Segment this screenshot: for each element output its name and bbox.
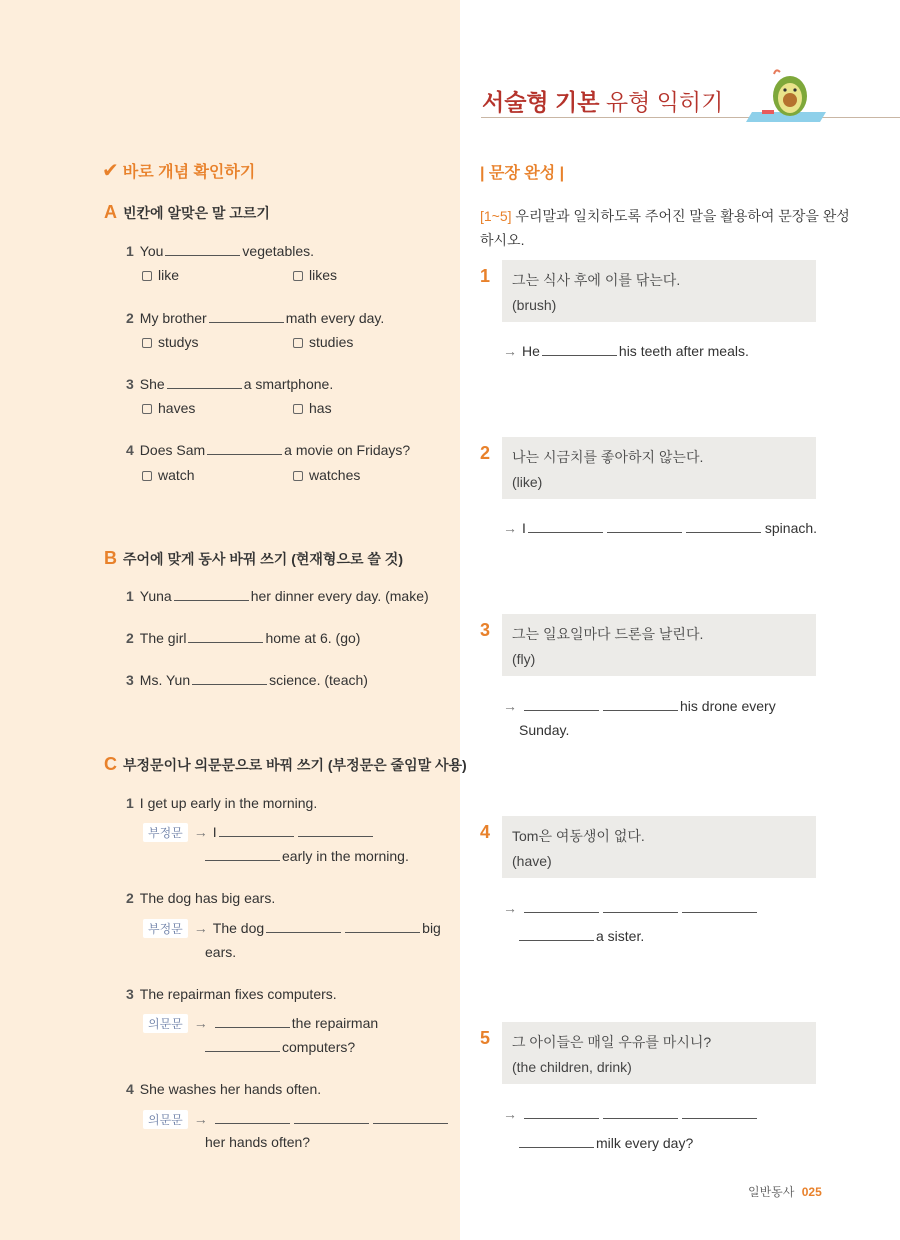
answer-blank[interactable] — [215, 1016, 290, 1028]
section-b-letter: B — [104, 548, 117, 568]
c-item-3-answer: 의문문 → the repairman — [143, 1014, 378, 1033]
section-b-header — [104, 548, 403, 569]
section-c-letter: C — [104, 754, 117, 774]
right-item-1-prompt: 그는 식사 후에 이를 닦는다. (brush) — [502, 260, 816, 322]
right-item-3-prompt: 그는 일요일마다 드론을 날린다. (fly) — [502, 614, 816, 676]
c-item-3-answer-line2: computers? — [205, 1039, 355, 1055]
arrow-right-icon: → — [193, 920, 208, 936]
checkbox[interactable] — [142, 471, 152, 481]
c-item-1-answer: 부정문 → I — [143, 823, 375, 842]
c-item-2: 2 The dog has big ears. — [126, 890, 276, 906]
answer-blank[interactable] — [174, 589, 249, 601]
answer-blank[interactable] — [542, 344, 617, 356]
answer-blank[interactable] — [205, 849, 280, 861]
arrow-right-icon: → — [503, 900, 517, 916]
answer-blank[interactable] — [524, 699, 599, 711]
checkbox[interactable] — [142, 404, 152, 414]
a-item-3-option-1[interactable]: haves — [142, 400, 195, 416]
title-underline — [481, 117, 900, 118]
page-footer — [748, 1183, 822, 1200]
right-item-5-prompt: 그 아이들은 매일 우유를 마시니? (the children, drink) — [502, 1022, 816, 1084]
answer-blank[interactable] — [519, 1136, 594, 1148]
answer-blank[interactable] — [345, 921, 420, 933]
answer-blank[interactable] — [603, 901, 678, 913]
negative-tag: 부정문 — [143, 823, 188, 842]
instruction-range: [1~5] — [480, 208, 512, 224]
right-item-3-answer-line2: Sunday. — [519, 722, 570, 738]
c-item-2-answer-line2: ears. — [205, 944, 237, 960]
arrow-right-icon: → — [503, 343, 517, 359]
question-tag: 의문문 — [143, 1110, 188, 1129]
right-item-5-answer — [503, 1106, 759, 1122]
c-item-3: 3 The repairman fixes computers. — [126, 986, 337, 1002]
checkbox[interactable] — [142, 338, 152, 348]
right-item-2-prompt: 나는 시금치를 좋아하지 않는다. (like) — [502, 437, 816, 499]
avocado-mascot-icon — [744, 66, 832, 122]
answer-blank[interactable] — [219, 825, 294, 837]
right-item-5-answer-line2: milk every day? — [519, 1135, 693, 1151]
arrow-right-icon: → — [503, 698, 517, 714]
arrow-right-icon: → — [193, 1111, 208, 1127]
b-item-3: 3 Ms. Yun science. (teach) — [126, 672, 368, 688]
arrow-right-icon: → — [503, 520, 517, 536]
answer-blank[interactable] — [209, 311, 284, 323]
a-item-2: 2 My brother math every day. — [126, 310, 385, 326]
checkbox[interactable] — [293, 271, 303, 281]
page-title-rest: 유형 익히기 — [605, 89, 724, 115]
answer-blank[interactable] — [682, 1107, 757, 1119]
answer-blank[interactable] — [603, 699, 678, 711]
answer-blank[interactable] — [205, 1040, 280, 1052]
c-item-4-answer — [143, 1110, 450, 1129]
answer-blank[interactable] — [192, 673, 267, 685]
arrow-right-icon: → — [503, 1106, 517, 1122]
answer-blank[interactable] — [207, 443, 282, 455]
arrow-right-icon: → — [193, 824, 208, 840]
a-item-1-option-2[interactable]: likes — [293, 267, 337, 283]
answer-blank[interactable] — [373, 1112, 448, 1124]
answer-blank[interactable] — [519, 929, 594, 941]
c-item-1-answer-line2: early in the morning. — [205, 848, 409, 864]
right-item-5-number: 5 — [480, 1028, 491, 1048]
a-item-3-option-2[interactable]: has — [293, 400, 332, 416]
checkmark-icon: ✔ — [102, 160, 119, 182]
answer-blank[interactable] — [294, 1112, 369, 1124]
answer-blank[interactable] — [682, 901, 757, 913]
right-item-3-answer: → his drone every — [503, 698, 776, 714]
checkbox[interactable] — [293, 471, 303, 481]
section-a-letter: A — [104, 202, 117, 222]
answer-blank[interactable] — [298, 825, 373, 837]
b-item-2: 2 The girl home at 6. (go) — [126, 630, 361, 646]
answer-blank[interactable] — [686, 521, 761, 533]
answer-blank[interactable] — [188, 631, 263, 643]
section-c-header — [104, 754, 467, 775]
answer-blank[interactable] — [266, 921, 341, 933]
sentence-completion-heading: | 문장 완성 | — [480, 165, 565, 182]
right-item-4-answer-line2: a sister. — [519, 928, 644, 944]
c-item-1: 1 I get up early in the morning. — [126, 795, 318, 811]
right-item-2-number: 2 — [480, 443, 491, 463]
a-item-4-option-1[interactable]: watch — [142, 467, 195, 483]
b-item-1: 1 Yuna her dinner every day. (make) — [126, 588, 429, 604]
a-item-1: 1 You vegetables. — [126, 243, 315, 259]
a-item-2-option-1[interactable]: studys — [142, 334, 198, 350]
right-item-3-number: 3 — [480, 620, 491, 640]
section-a-title: 빈칸에 알맞은 말 고르기 — [123, 205, 270, 221]
answer-blank[interactable] — [607, 521, 682, 533]
answer-blank[interactable] — [528, 521, 603, 533]
checkbox[interactable] — [293, 338, 303, 348]
section-a-header — [104, 202, 270, 223]
chapter-label: 일반동사 — [748, 1185, 795, 1199]
a-item-3: 3 She a smartphone. — [126, 376, 334, 392]
right-item-1-number: 1 — [480, 266, 491, 286]
answer-blank[interactable] — [215, 1112, 290, 1124]
instruction: [1~5] 우리말과 일치하도록 주어진 말을 활용하여 문장을 완성 하시오. — [480, 208, 850, 248]
negative-tag: 부정문 — [143, 919, 188, 938]
right-item-4-answer — [503, 900, 759, 916]
concept-check-heading: ✔ 바로 개념 확인하기 — [102, 160, 256, 182]
right-item-4-number: 4 — [480, 822, 491, 842]
right-item-1-answer: → He his teeth after meals. — [503, 343, 749, 359]
a-item-4: 4 Does Sam a movie on Fridays? — [126, 442, 411, 458]
answer-blank[interactable] — [524, 901, 599, 913]
answer-blank[interactable] — [524, 1107, 599, 1119]
a-item-2-option-2[interactable]: studies — [293, 334, 353, 350]
a-item-1-option-1[interactable]: like — [142, 267, 179, 283]
c-item-4: 4 She washes her hands often. — [126, 1081, 322, 1097]
right-item-2-answer: → I spinach. — [503, 520, 818, 536]
answer-blank[interactable] — [603, 1107, 678, 1119]
a-item-4-option-2[interactable]: watches — [293, 467, 360, 483]
answer-blank[interactable] — [167, 377, 242, 389]
c-item-2-answer: 부정문 → The dog big — [143, 919, 441, 938]
page-title — [482, 84, 723, 117]
section-c-title: 부정문이나 의문문으로 바꿔 쓰기 (부정문은 줄임말 사용) — [123, 757, 467, 773]
page-title-bold: 서술형 기본 — [482, 89, 600, 115]
checkbox[interactable] — [142, 271, 152, 281]
answer-blank[interactable] — [165, 244, 240, 256]
question-tag: 의문문 — [143, 1014, 188, 1033]
arrow-right-icon: → — [193, 1015, 208, 1031]
c-item-4-answer-line2: her hands often? — [205, 1134, 311, 1150]
page-number: 025 — [801, 1185, 822, 1199]
checkbox[interactable] — [293, 404, 303, 414]
right-item-4-prompt: Tom은 여동생이 없다. (have) — [502, 816, 816, 878]
section-b-title: 주어에 맞게 동사 바꿔 쓰기 (현재형으로 쓸 것) — [123, 551, 403, 567]
